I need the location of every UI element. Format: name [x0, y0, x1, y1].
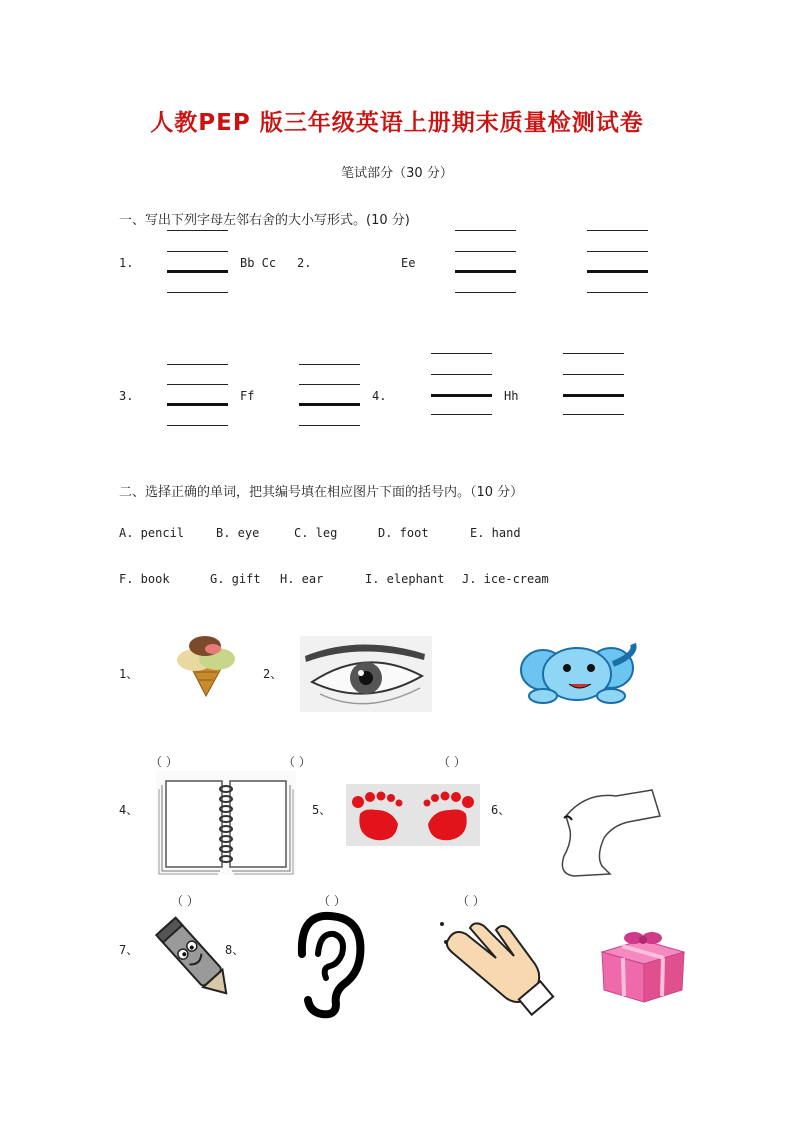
write-line[interactable]: [563, 353, 624, 354]
picture-number: 6、: [491, 803, 511, 817]
write-line[interactable]: [167, 270, 228, 273]
option-c: C. leg: [294, 526, 338, 540]
picture-number: 4、: [119, 803, 139, 817]
option-h: H. ear: [280, 572, 324, 586]
leg-icon: [556, 786, 664, 878]
write-line[interactable]: [167, 403, 228, 406]
given-letters: Ee: [401, 256, 416, 270]
write-line[interactable]: [299, 384, 360, 385]
answer-bracket[interactable]: （ ）: [171, 894, 199, 908]
answer-bracket[interactable]: （ ）: [438, 755, 466, 769]
write-line[interactable]: [587, 230, 648, 231]
write-line[interactable]: [167, 251, 228, 252]
option-j: J. ice-cream: [462, 572, 549, 586]
write-line[interactable]: [455, 251, 516, 252]
feet-icon: [346, 784, 480, 846]
given-letters: Ff: [240, 389, 255, 403]
picture-number: 5、: [312, 803, 332, 817]
write-line[interactable]: [455, 270, 516, 273]
option-f: F. book: [119, 572, 170, 586]
write-line[interactable]: [167, 230, 228, 231]
answer-bracket[interactable]: （ ）: [150, 755, 178, 769]
picture-number: 7、: [119, 943, 139, 957]
hand-icon: [440, 918, 554, 1018]
ear-icon: [286, 910, 368, 1018]
eye-icon: [300, 636, 432, 712]
item-number: 1.: [119, 256, 134, 270]
item-number: 3.: [119, 389, 134, 403]
answer-bracket[interactable]: （ ）: [318, 894, 346, 908]
picture-number: 1、: [119, 667, 139, 681]
write-line[interactable]: [563, 414, 624, 415]
write-line[interactable]: [587, 251, 648, 252]
answer-bracket[interactable]: （ ）: [457, 894, 485, 908]
write-line[interactable]: [587, 292, 648, 293]
item-number: 4.: [372, 389, 387, 403]
write-line[interactable]: [299, 425, 360, 426]
item-number: 2.: [297, 256, 312, 270]
option-d: D. foot: [378, 526, 429, 540]
section2-heading: 二、选择正确的单词，把其编号填在相应图片下面的括号内。（10 分）: [119, 485, 524, 500]
write-line[interactable]: [299, 403, 360, 406]
picture-number: 8、: [225, 943, 245, 957]
gift-icon: [596, 924, 688, 1004]
write-line[interactable]: [455, 230, 516, 231]
write-line[interactable]: [431, 374, 492, 375]
pencil-icon: [144, 912, 244, 1006]
write-line[interactable]: [167, 292, 228, 293]
given-letters: Bb Cc: [240, 256, 277, 270]
write-line[interactable]: [299, 364, 360, 365]
write-line[interactable]: [431, 394, 492, 397]
write-line[interactable]: [431, 353, 492, 354]
write-line[interactable]: [563, 374, 624, 375]
given-letters: Hh: [504, 389, 519, 403]
option-a: A. pencil: [119, 526, 185, 540]
answer-bracket[interactable]: （ ）: [283, 755, 311, 769]
option-b: B. eye: [216, 526, 260, 540]
option-e: E. hand: [470, 526, 521, 540]
elephant-icon: [513, 644, 641, 704]
write-line[interactable]: [587, 270, 648, 273]
write-line[interactable]: [167, 384, 228, 385]
write-line[interactable]: [167, 425, 228, 426]
option-i: I. elephant: [365, 572, 445, 586]
section1-heading: 一、写出下列字母左邻右舍的大小写形式。(10 分): [119, 213, 410, 228]
write-line[interactable]: [563, 394, 624, 397]
page-title: 人教PEP 版三年级英语上册期末质量检测试卷: [150, 110, 644, 136]
book-icon: [156, 771, 296, 875]
page-subtitle: 笔试部分（30 分）: [341, 166, 453, 181]
write-line[interactable]: [455, 292, 516, 293]
picture-number: 2、: [263, 667, 283, 681]
ice-cream-icon: [165, 630, 245, 696]
write-line[interactable]: [167, 364, 228, 365]
write-line[interactable]: [431, 414, 492, 415]
option-g: G. gift: [210, 572, 261, 586]
